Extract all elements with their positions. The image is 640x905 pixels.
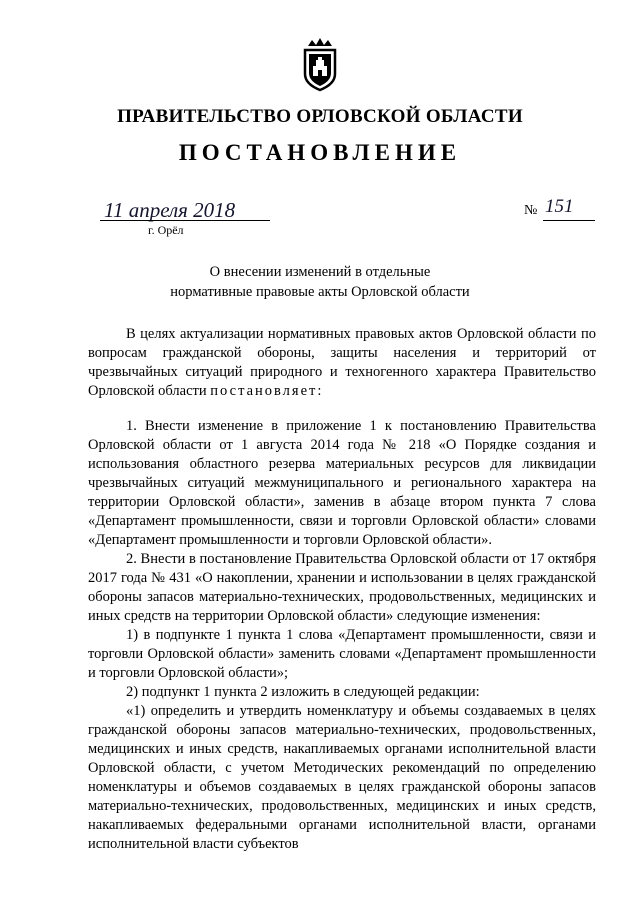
subject-line-2: нормативные правовые акты Орловской области [170,284,470,300]
document-type: ПОСТАНОВЛЕНИЕ [178,140,462,165]
paragraph-2: 2. Внести в постановление Правительства Орловской области от 17 октября 2017 года № 431 «О накоплении, хранении и использовании в целях гражданской обороны запасов материально-технических, продовольственных, медицинских и иных средств на территории Орловской области» следующие изменения: [88,551,596,624]
document-body [88,325,596,854]
number-underline [543,220,595,221]
number-label: № [524,203,538,218]
paragraph-2-item-2-text: «1) определить и утвердить номенклатуру и объемы создаваемых в целях гражданской обороны запасов материально-технических, продовольственных, медицинских и иных средств, накапливаемых органами исполнительной власти Орловской области, с учетом Методических рекомендаций по определению номенклатуры и объемов создаваемых в целях гражданской обороны запасов материально-технических, продовольственных, медицинских и иных средств, накапливаемых федеральными органами исполнительной власти, органами исполнительной власти субъектов [88,703,596,852]
paragraph-1: 1. Внести изменение в приложение 1 к постановлению Правительства Орловской области от 1 августа 2014 года № 218 «О Порядке создания и использования областного резерва материальных ресурсов для ликвидации чрезвычайных ситуаций межмуниципального и регионального характера на территории Орловской области», заменив в абзаце втором пункта 7 слова «Департамент промышленности, связи и торговли Орловской области» словами «Департамент промышленности и торговли Орловской области». [88,418,596,548]
preamble-text: В целях актуализации нормативных правовых актов Орловской области по вопросам гражданской обороны, защиты населения и территорий от чрезвычайных ситуаций природного и техногенного характера Правительство Орловской области [88,326,596,399]
city-label: г. Орёл [148,223,184,237]
handwritten-number: 151 [545,196,574,217]
coat-of-arms-icon [300,36,340,92]
handwritten-date: 11 апреля 2018 [104,198,236,222]
preamble-paragraph [88,325,596,401]
decree-word: постановляет: [210,383,324,399]
paragraph-2-item-1: 1) в подпункте 1 пункта 1 слова «Департамент промышленности, связи и торговли Орловской области» заменить словами «Департамент промышленности и торговли Орловской области»; [88,627,596,681]
subject-line-1: О внесении изменений в отдельные [209,264,431,280]
paragraph-2-item-2: 2) подпункт 1 пункта 2 изложить в следующей редакции: [126,684,480,700]
date-underline [100,220,270,221]
government-name: ПРАВИТЕЛЬСТВО ОРЛОВСКОЙ ОБЛАСТИ [117,106,523,127]
document-subject [0,262,640,302]
